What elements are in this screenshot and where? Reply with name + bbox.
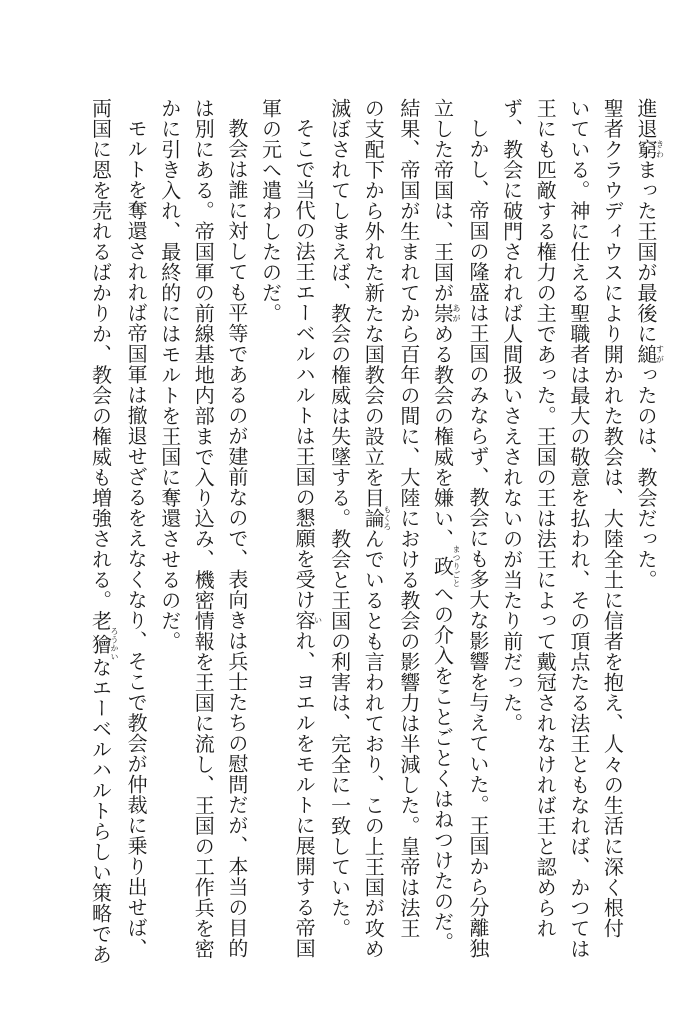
- ruby-reading: すが: [655, 344, 665, 365]
- text-segment: 両国に恩を売れるばかりか、教会の権威も増強される。老: [88, 98, 113, 631]
- text-line: [219, 98, 253, 978]
- ruby-base: 政: [430, 545, 455, 588]
- text-line: [528, 98, 562, 958]
- text-segment: 王にも匹敵する権力の主であった。王国の王は法王によって戴冠されなければ王と認められ: [533, 98, 558, 939]
- ruby-reading: い: [313, 610, 323, 631]
- text-segment: モルトを奪還されれば帝国軍は撤退せざるをえなくなり、そこで教会が仲裁に乗り出せば、: [124, 118, 149, 959]
- ruby-base: 縋: [634, 344, 658, 365]
- text-segment: まった王国が最後に: [634, 159, 658, 344]
- ruby-annotation: [292, 610, 323, 631]
- ruby-reading: ろうかい: [110, 627, 119, 661]
- text-segment: 聖者クラウディウスにより開かれた教会は、大陸全土に信者を抱え、人々の生活に深く根付: [600, 98, 625, 939]
- text-line: [186, 98, 220, 958]
- text-line: [356, 98, 392, 958]
- text-segment: 立した帝国は、王国が: [430, 98, 455, 303]
- ruby-annotation: [88, 627, 119, 661]
- text-line: [391, 98, 425, 958]
- ruby-reading: あが: [451, 303, 461, 324]
- ruby-annotation: [634, 344, 665, 365]
- text-line: [561, 98, 595, 958]
- ruby-annotation: [634, 139, 665, 160]
- text-segment: 滅ぼされてしまえば、教会の権威は失墜する。教会と王国の利害は、完全に一致していた。: [327, 98, 352, 939]
- text-line: [595, 98, 629, 958]
- text-segment: 軍の元へ遣わしたのだ。: [258, 98, 283, 324]
- text-segment: いている。神に仕える聖職者は最大の敬意を払われ、その頂点たる法王ともなれば、かつては: [566, 98, 591, 959]
- text-line: [425, 98, 461, 958]
- ruby-annotation: [430, 545, 461, 588]
- text-segment: への介入をことごとくはねつけたのだ。: [430, 583, 455, 953]
- text-line: [322, 98, 356, 958]
- text-segment: 進退: [634, 98, 658, 139]
- ruby-base: 崇: [430, 303, 455, 324]
- text-segment: れ、ヨエルをモルトに展開する帝国: [292, 630, 317, 959]
- text-segment: 結果、帝国が生まれてから百年の間に、大陸における教会の影響力は半減した。皇帝は法王: [396, 98, 421, 939]
- text-segment: かに引き入れ、最終的にはモルトを王国に奪還させるのだ。: [157, 98, 182, 652]
- ruby-reading: まつりごと: [451, 545, 461, 588]
- ruby-base: 獪: [88, 627, 113, 661]
- text-segment: は別にある。帝国軍の前線基地内部まで入り込み、機密情報を王国に流し、王国の工作兵を密: [191, 98, 216, 959]
- text-line: [152, 98, 186, 958]
- text-segment: の支配下から外れた新たな国教会の設立を目: [361, 98, 386, 508]
- ruby-reading: もくろ: [382, 505, 392, 531]
- text-line: [628, 98, 664, 958]
- text-segment: しかし、帝国の隆盛は王国のみならず、教会にも多大な影響を与えていた。王国から分離独: [466, 118, 491, 959]
- ruby-base: 容: [292, 610, 317, 631]
- text-line: [119, 98, 153, 978]
- ruby-base: 窮: [634, 139, 658, 160]
- text-segment: める教会の権威を嫌い、: [430, 323, 455, 549]
- vertical-text-block: [83, 98, 665, 965]
- text-line: [83, 98, 119, 965]
- text-segment: なエーベルハルトらしい策略であ: [88, 657, 113, 965]
- text-segment: 教会は誰に対しても平等であるのが建前なので、表向きは兵士たちの慰問だが、本当の目的: [224, 118, 249, 959]
- ruby-annotation: [430, 303, 461, 324]
- text-segment: ったのは、教会だった。: [634, 364, 658, 590]
- text-line: [494, 98, 528, 958]
- text-segment: ず、教会に破門されれば人間扱いさえされないのが当たり前だった。: [499, 98, 524, 734]
- ruby-base: 論: [361, 505, 386, 531]
- ruby-reading: きわ: [655, 139, 665, 160]
- text-segment: そこで当代の法王エーベルハルトは王国の懇願を受け: [292, 118, 317, 610]
- text-line: [286, 98, 322, 978]
- ruby-annotation: [361, 505, 392, 531]
- text-line: [460, 98, 494, 978]
- text-segment: んでいるとも言われており、この上王国が攻め: [361, 528, 386, 959]
- text-line: [253, 98, 287, 958]
